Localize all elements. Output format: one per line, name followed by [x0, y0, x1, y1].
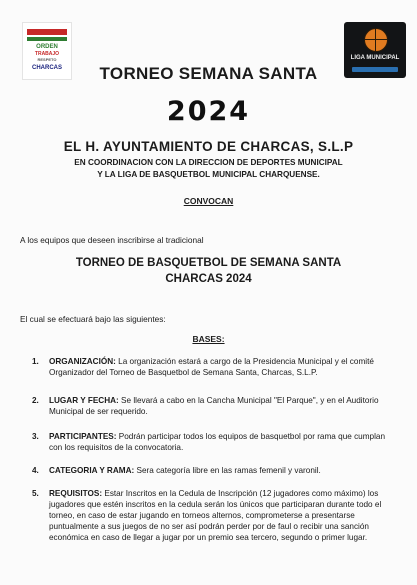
- base-title: LUGAR Y FECHA:: [49, 396, 119, 405]
- base-item-lugar-fecha: [32, 395, 400, 417]
- base-title: ORGANIZACIÓN:: [49, 357, 116, 366]
- base-number: 2.: [32, 396, 39, 405]
- coordination-text: [0, 157, 417, 180]
- organizer-heading: EL H. AYUNTAMIENTO DE CHARCAS, S.L.P: [63, 139, 354, 154]
- base-number: 4.: [32, 466, 39, 475]
- tournament-name: [0, 255, 417, 287]
- logo-text-trabajo: TRABAJO: [34, 51, 60, 57]
- logo-green-stripe: [27, 37, 67, 41]
- bases-heading: BASES:: [192, 334, 225, 344]
- coordination-line-1: EN COORDINACION CON LA DIRECCION DE DEPORTES MUNICIPAL: [74, 158, 343, 167]
- base-number: 5.: [32, 489, 39, 498]
- convocan-heading: CONVOCAN: [183, 196, 234, 206]
- base-text: Estar Inscritos en la Cedula de Inscripción (12 jugadores como máximo) los jugadores que estén inscritos en la cedula serán los únicos que participaran durante todo el torneo, en caso de estar jugando en torneos alternos, comprometerse a presentarse puntualmente a sus juegos de no ser así podrán perder por de faul o recibir una sanción económica en caso de llegar a jugar por un premio sea tercero, segundo o primer lugar.: [49, 489, 382, 542]
- logo-text-orden: ORDEN: [36, 44, 58, 50]
- base-item-categoria-rama: [32, 465, 400, 476]
- base-text: Se llevará a cabo en la Cancha Municipal "El Parque", y en el Auditorio Municipal de ser requerido.: [49, 396, 379, 416]
- base-number: 3.: [32, 432, 39, 441]
- logo-text-charcas: CHARCAS: [32, 65, 62, 71]
- liga-logo-label: LIGA MUNICIPAL: [350, 55, 400, 61]
- base-item-organizacion: [32, 356, 400, 378]
- base-text: La organización estará a cargo de la Presidencia Municipal y el comité Organizador del Torneo de Basquetbol de Semana Santa, Charcas, S.L.P.: [49, 357, 374, 377]
- tournament-name-line-2: CHARCAS 2024: [165, 273, 252, 285]
- base-text: Podrán participar todos los equipos de basquetbol por rama que cumplan con los requisitos de la convocatoria.: [49, 432, 386, 452]
- base-text: Sera categoría libre en las ramas femenil y varonil.: [134, 466, 321, 475]
- tournament-name-line-1: TORNEO DE BASQUETBOL DE SEMANA SANTA: [75, 257, 342, 269]
- base-title: PARTICIPANTES:: [49, 432, 117, 441]
- conditions-intro: El cual se efectuará bajo las siguientes:: [20, 314, 166, 324]
- logo-text-respeto: RESPETO: [37, 57, 57, 62]
- base-item-requisitos: [32, 488, 400, 543]
- base-title: CATEGORIA Y RAMA:: [49, 466, 135, 475]
- base-number: 1.: [32, 357, 39, 366]
- intro-text: A los equipos que deseen inscribirse al tradicional: [20, 235, 204, 245]
- coordination-line-2: Y LA LIGA DE BASQUETBOL MUNICIPAL CHARQUENSE.: [97, 169, 320, 179]
- base-title: REQUISITOS:: [49, 489, 103, 498]
- year-heading: 2024: [166, 96, 251, 127]
- base-item-participantes: [32, 431, 400, 453]
- logo-red-stripe: [27, 29, 67, 35]
- basketball-icon: [364, 28, 388, 52]
- page-title: TORNEO SEMANA SANTA: [99, 64, 318, 83]
